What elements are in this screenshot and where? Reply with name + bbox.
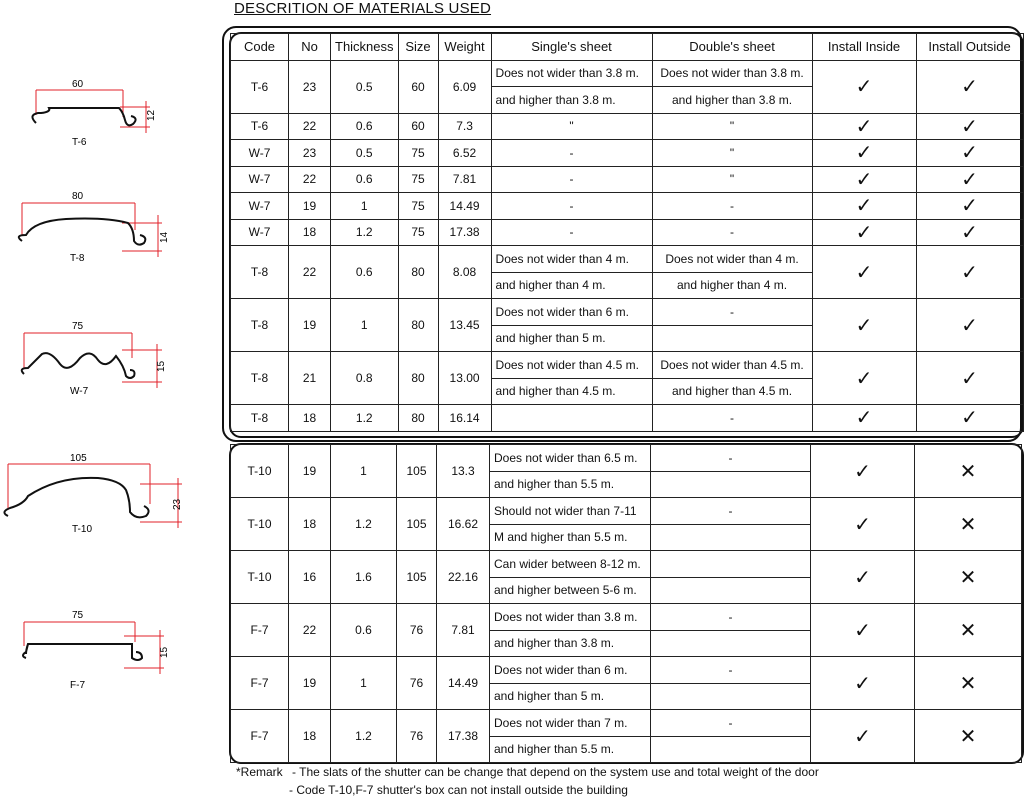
install-inside-cell: ✓ — [812, 352, 916, 405]
no-cell: 22 — [289, 166, 331, 193]
code-cell: T-8 — [231, 299, 289, 352]
code-cell: W-7 — [231, 166, 289, 193]
double-sheet-cell: - — [651, 604, 811, 631]
weight-cell: 7.3 — [438, 113, 491, 140]
double-sheet-cell: - — [651, 498, 811, 525]
single-sheet-cell-line2: and higher than 5.5 m. — [490, 736, 651, 763]
table-row — [231, 604, 1022, 631]
weight-cell: 14.49 — [438, 193, 491, 220]
single-sheet-cell: Does not wider than 3.8 m. — [491, 60, 652, 87]
code-cell: F-7 — [231, 604, 289, 657]
weight-cell: 7.81 — [437, 604, 490, 657]
size-cell: 76 — [397, 604, 437, 657]
profile-t10 — [0, 452, 185, 538]
install-outside-cell: ✓ — [916, 352, 1023, 405]
single-sheet-cell-line2: M and higher than 5.5 m. — [490, 524, 651, 551]
remark-line-1 — [236, 765, 819, 779]
profile-label-f7: F-7 — [70, 680, 85, 691]
table-row — [231, 193, 1024, 220]
install-inside-cell: ✓ — [811, 445, 915, 498]
single-sheet-cell: Does not wider than 4.5 m. — [491, 352, 652, 379]
size-cell: 60 — [398, 60, 438, 113]
install-outside-cell: ✓ — [916, 166, 1023, 193]
single-sheet-cell — [491, 405, 652, 432]
single-sheet-cell-line2: and higher than 4 m. — [491, 272, 652, 299]
code-cell: F-7 — [231, 710, 289, 763]
table-row — [231, 445, 1022, 472]
double-sheet-cell-line2 — [651, 524, 811, 551]
double-sheet-cell-line2 — [651, 471, 811, 498]
double-sheet-cell: " — [652, 166, 812, 193]
double-sheet-cell: " — [652, 140, 812, 167]
size-cell: 60 — [398, 113, 438, 140]
install-outside-cell: ✓ — [916, 405, 1023, 432]
install-inside-cell: ✓ — [812, 405, 916, 432]
single-sheet-cell-line2: and higher than 5 m. — [491, 325, 652, 352]
single-sheet-cell: - — [491, 140, 652, 167]
install-inside-cell: ✓ — [812, 299, 916, 352]
thickness-cell: 1.6 — [331, 551, 397, 604]
table-row — [231, 113, 1024, 140]
column-header: Single's sheet — [491, 34, 652, 61]
no-cell: 18 — [289, 498, 331, 551]
install-outside-cell: ✓ — [916, 60, 1023, 113]
install-inside-cell: ✓ — [812, 193, 916, 220]
double-sheet-cell-line2: and higher than 4.5 m. — [652, 378, 812, 405]
thickness-cell: 1.2 — [331, 405, 399, 432]
dim-width-t10: 105 — [70, 453, 87, 464]
code-cell: T-8 — [231, 352, 289, 405]
double-sheet-cell-line2 — [651, 630, 811, 657]
thickness-cell: 1 — [331, 193, 399, 220]
table-row — [231, 498, 1022, 525]
weight-cell: 7.81 — [438, 166, 491, 193]
profile-label-t6: T-6 — [72, 137, 87, 148]
install-outside-cell: ✕ — [915, 445, 1022, 498]
no-cell: 19 — [289, 193, 331, 220]
code-cell: W-7 — [231, 193, 289, 220]
profile-label-w7: W-7 — [70, 386, 89, 397]
code-cell: F-7 — [231, 657, 289, 710]
no-cell: 21 — [289, 352, 331, 405]
weight-cell: 22.16 — [437, 551, 490, 604]
size-cell: 75 — [398, 140, 438, 167]
single-sheet-cell: Does not wider than 4 m. — [491, 246, 652, 273]
thickness-cell: 0.5 — [331, 140, 399, 167]
code-cell: T-8 — [231, 246, 289, 299]
no-cell: 18 — [289, 710, 331, 763]
thickness-cell: 1.2 — [331, 498, 397, 551]
install-outside-cell: ✕ — [915, 551, 1022, 604]
install-inside-cell: ✓ — [812, 166, 916, 193]
double-sheet-cell: - — [651, 710, 811, 737]
thickness-cell: 1 — [331, 445, 397, 498]
size-cell: 80 — [398, 299, 438, 352]
thickness-cell: 0.6 — [331, 113, 399, 140]
double-sheet-cell-line2: and higher than 3.8 m. — [652, 87, 812, 114]
dim-height-t8: 14 — [159, 231, 170, 243]
remark-line-2 — [289, 783, 628, 797]
thickness-cell: 0.5 — [331, 60, 399, 113]
install-outside-cell: ✓ — [916, 113, 1023, 140]
no-cell: 19 — [289, 299, 331, 352]
column-header: No — [289, 34, 331, 61]
double-sheet-cell-line2: and higher than 4 m. — [652, 272, 812, 299]
install-outside-cell: ✓ — [916, 193, 1023, 220]
double-sheet-cell-line2 — [652, 325, 812, 352]
install-inside-cell: ✓ — [811, 657, 915, 710]
install-outside-cell: ✕ — [915, 498, 1022, 551]
install-outside-cell: ✕ — [915, 604, 1022, 657]
install-outside-cell: ✓ — [916, 140, 1023, 167]
column-header: Install Outside — [916, 34, 1023, 61]
no-cell: 22 — [289, 113, 331, 140]
profile-label-t8: T-8 — [70, 253, 85, 264]
install-inside-cell: ✓ — [812, 219, 916, 246]
single-sheet-cell: Does not wider than 6 m. — [491, 299, 652, 326]
column-header: Size — [398, 34, 438, 61]
install-outside-cell: ✓ — [916, 246, 1023, 299]
table-row — [231, 710, 1022, 737]
size-cell: 80 — [398, 352, 438, 405]
size-cell: 76 — [397, 657, 437, 710]
weight-cell: 8.08 — [438, 246, 491, 299]
single-sheet-cell: Does not wider than 6 m. — [490, 657, 651, 684]
double-sheet-cell: Does not wider than 3.8 m. — [652, 60, 812, 87]
size-cell: 76 — [397, 710, 437, 763]
no-cell: 19 — [289, 657, 331, 710]
dim-height-t6: 12 — [146, 109, 157, 121]
size-cell: 105 — [397, 445, 437, 498]
no-cell: 18 — [289, 405, 331, 432]
single-sheet-cell-line2: and higher than 4.5 m. — [491, 378, 652, 405]
double-sheet-cell: - — [651, 657, 811, 684]
single-sheet-cell: Can wider between 8-12 m. — [490, 551, 651, 578]
table-row — [231, 405, 1024, 432]
install-inside-cell: ✓ — [811, 710, 915, 763]
weight-cell: 14.49 — [437, 657, 490, 710]
double-sheet-cell: - — [651, 445, 811, 472]
single-sheet-cell: - — [491, 219, 652, 246]
dim-height-f7: 15 — [159, 646, 170, 658]
column-header: Double's sheet — [652, 34, 812, 61]
code-cell: W-7 — [231, 219, 289, 246]
no-cell: 16 — [289, 551, 331, 604]
thickness-cell: 1.2 — [331, 710, 397, 763]
double-sheet-cell: - — [652, 405, 812, 432]
column-header: Thickness — [331, 34, 399, 61]
size-cell: 80 — [398, 246, 438, 299]
code-cell: W-7 — [231, 140, 289, 167]
profile-t8 — [12, 185, 172, 265]
table-row — [231, 299, 1024, 326]
size-cell: 75 — [398, 166, 438, 193]
install-outside-cell: ✕ — [915, 657, 1022, 710]
thickness-cell: 1 — [331, 657, 397, 710]
code-cell: T-10 — [231, 498, 289, 551]
double-sheet-cell-line2 — [651, 577, 811, 604]
materials-table-bottom — [230, 444, 1022, 763]
weight-cell: 6.52 — [438, 140, 491, 167]
install-inside-cell: ✓ — [812, 113, 916, 140]
size-cell: 75 — [398, 193, 438, 220]
table-row — [231, 551, 1022, 578]
weight-cell: 16.62 — [437, 498, 490, 551]
table-row — [231, 657, 1022, 684]
weight-cell: 17.38 — [437, 710, 490, 763]
thickness-cell: 0.6 — [331, 166, 399, 193]
install-inside-cell: ✓ — [811, 551, 915, 604]
install-inside-cell: ✓ — [811, 498, 915, 551]
single-sheet-cell: Does not wider than 7 m. — [490, 710, 651, 737]
single-sheet-cell: " — [491, 113, 652, 140]
install-inside-cell: ✓ — [811, 604, 915, 657]
single-sheet-cell: - — [491, 193, 652, 220]
install-inside-cell: ✓ — [812, 140, 916, 167]
profile-t6 — [20, 75, 170, 150]
no-cell: 22 — [289, 604, 331, 657]
dim-width-w7: 75 — [72, 321, 84, 332]
table-row — [231, 166, 1024, 193]
weight-cell: 13.00 — [438, 352, 491, 405]
header-row — [231, 34, 1024, 61]
single-sheet-cell-line2: and higher than 5.5 m. — [490, 471, 651, 498]
profile-f7 — [12, 606, 172, 692]
profile-w7 — [12, 318, 172, 400]
dim-width-t6: 60 — [72, 79, 84, 90]
double-sheet-cell: - — [652, 299, 812, 326]
code-cell: T-10 — [231, 445, 289, 498]
install-outside-cell: ✕ — [915, 710, 1022, 763]
weight-cell: 13.45 — [438, 299, 491, 352]
double-sheet-cell: " — [652, 113, 812, 140]
code-cell: T-6 — [231, 60, 289, 113]
install-outside-cell: ✓ — [916, 299, 1023, 352]
dim-height-t10: 23 — [172, 498, 183, 510]
no-cell: 18 — [289, 219, 331, 246]
size-cell: 105 — [397, 551, 437, 604]
remark-label: *Remark — [236, 765, 283, 779]
weight-cell: 17.38 — [438, 219, 491, 246]
no-cell: 23 — [289, 140, 331, 167]
table-row — [231, 352, 1024, 379]
column-header: Code — [231, 34, 289, 61]
double-sheet-cell — [651, 551, 811, 578]
no-cell: 19 — [289, 445, 331, 498]
code-cell: T-8 — [231, 405, 289, 432]
thickness-cell: 1.2 — [331, 219, 399, 246]
weight-cell: 6.09 — [438, 60, 491, 113]
no-cell: 22 — [289, 246, 331, 299]
weight-cell: 16.14 — [438, 405, 491, 432]
thickness-cell: 0.6 — [331, 604, 397, 657]
double-sheet-cell-line2 — [651, 736, 811, 763]
single-sheet-cell-line2: and higher than 3.8 m. — [490, 630, 651, 657]
double-sheet-cell: - — [652, 219, 812, 246]
thickness-cell: 0.8 — [331, 352, 399, 405]
double-sheet-cell: Does not wider than 4.5 m. — [652, 352, 812, 379]
thickness-cell: 1 — [331, 299, 399, 352]
column-header: Install Inside — [812, 34, 916, 61]
single-sheet-cell-line2: and higher than 3.8 m. — [491, 87, 652, 114]
materials-table-top — [230, 33, 1024, 432]
thickness-cell: 0.6 — [331, 246, 399, 299]
page-title: DESCRITION OF MATERIALS USED — [234, 0, 492, 17]
table-row — [231, 246, 1024, 273]
double-sheet-cell-line2 — [651, 683, 811, 710]
install-inside-cell: ✓ — [812, 60, 916, 113]
single-sheet-cell: Does not wider than 6.5 m. — [490, 445, 651, 472]
table-row — [231, 60, 1024, 87]
double-sheet-cell: Does not wider than 4 m. — [652, 246, 812, 273]
remark-text-2: - Code T-10,F-7 shutter's box can not install outside the building — [289, 783, 628, 797]
size-cell: 75 — [398, 219, 438, 246]
weight-cell: 13.3 — [437, 445, 490, 498]
column-header: Weight — [438, 34, 491, 61]
single-sheet-cell-line2: and higher than 5 m. — [490, 683, 651, 710]
size-cell: 80 — [398, 405, 438, 432]
code-cell: T-10 — [231, 551, 289, 604]
remark-text-1: - The slats of the shutter can be change that depend on the system use and total weight of the door — [292, 765, 819, 779]
size-cell: 105 — [397, 498, 437, 551]
dim-width-t8: 80 — [72, 191, 84, 202]
table-row — [231, 140, 1024, 167]
code-cell: T-6 — [231, 113, 289, 140]
profile-label-t10: T-10 — [72, 524, 93, 535]
dim-height-w7: 15 — [156, 360, 167, 372]
no-cell: 23 — [289, 60, 331, 113]
double-sheet-cell: - — [652, 193, 812, 220]
dim-width-f7: 75 — [72, 610, 84, 621]
install-outside-cell: ✓ — [916, 219, 1023, 246]
single-sheet-cell: - — [491, 166, 652, 193]
table-row — [231, 219, 1024, 246]
single-sheet-cell-line2: and higher between 5-6 m. — [490, 577, 651, 604]
install-inside-cell: ✓ — [812, 246, 916, 299]
single-sheet-cell: Does not wider than 3.8 m. — [490, 604, 651, 631]
single-sheet-cell: Should not wider than 7-11 — [490, 498, 651, 525]
